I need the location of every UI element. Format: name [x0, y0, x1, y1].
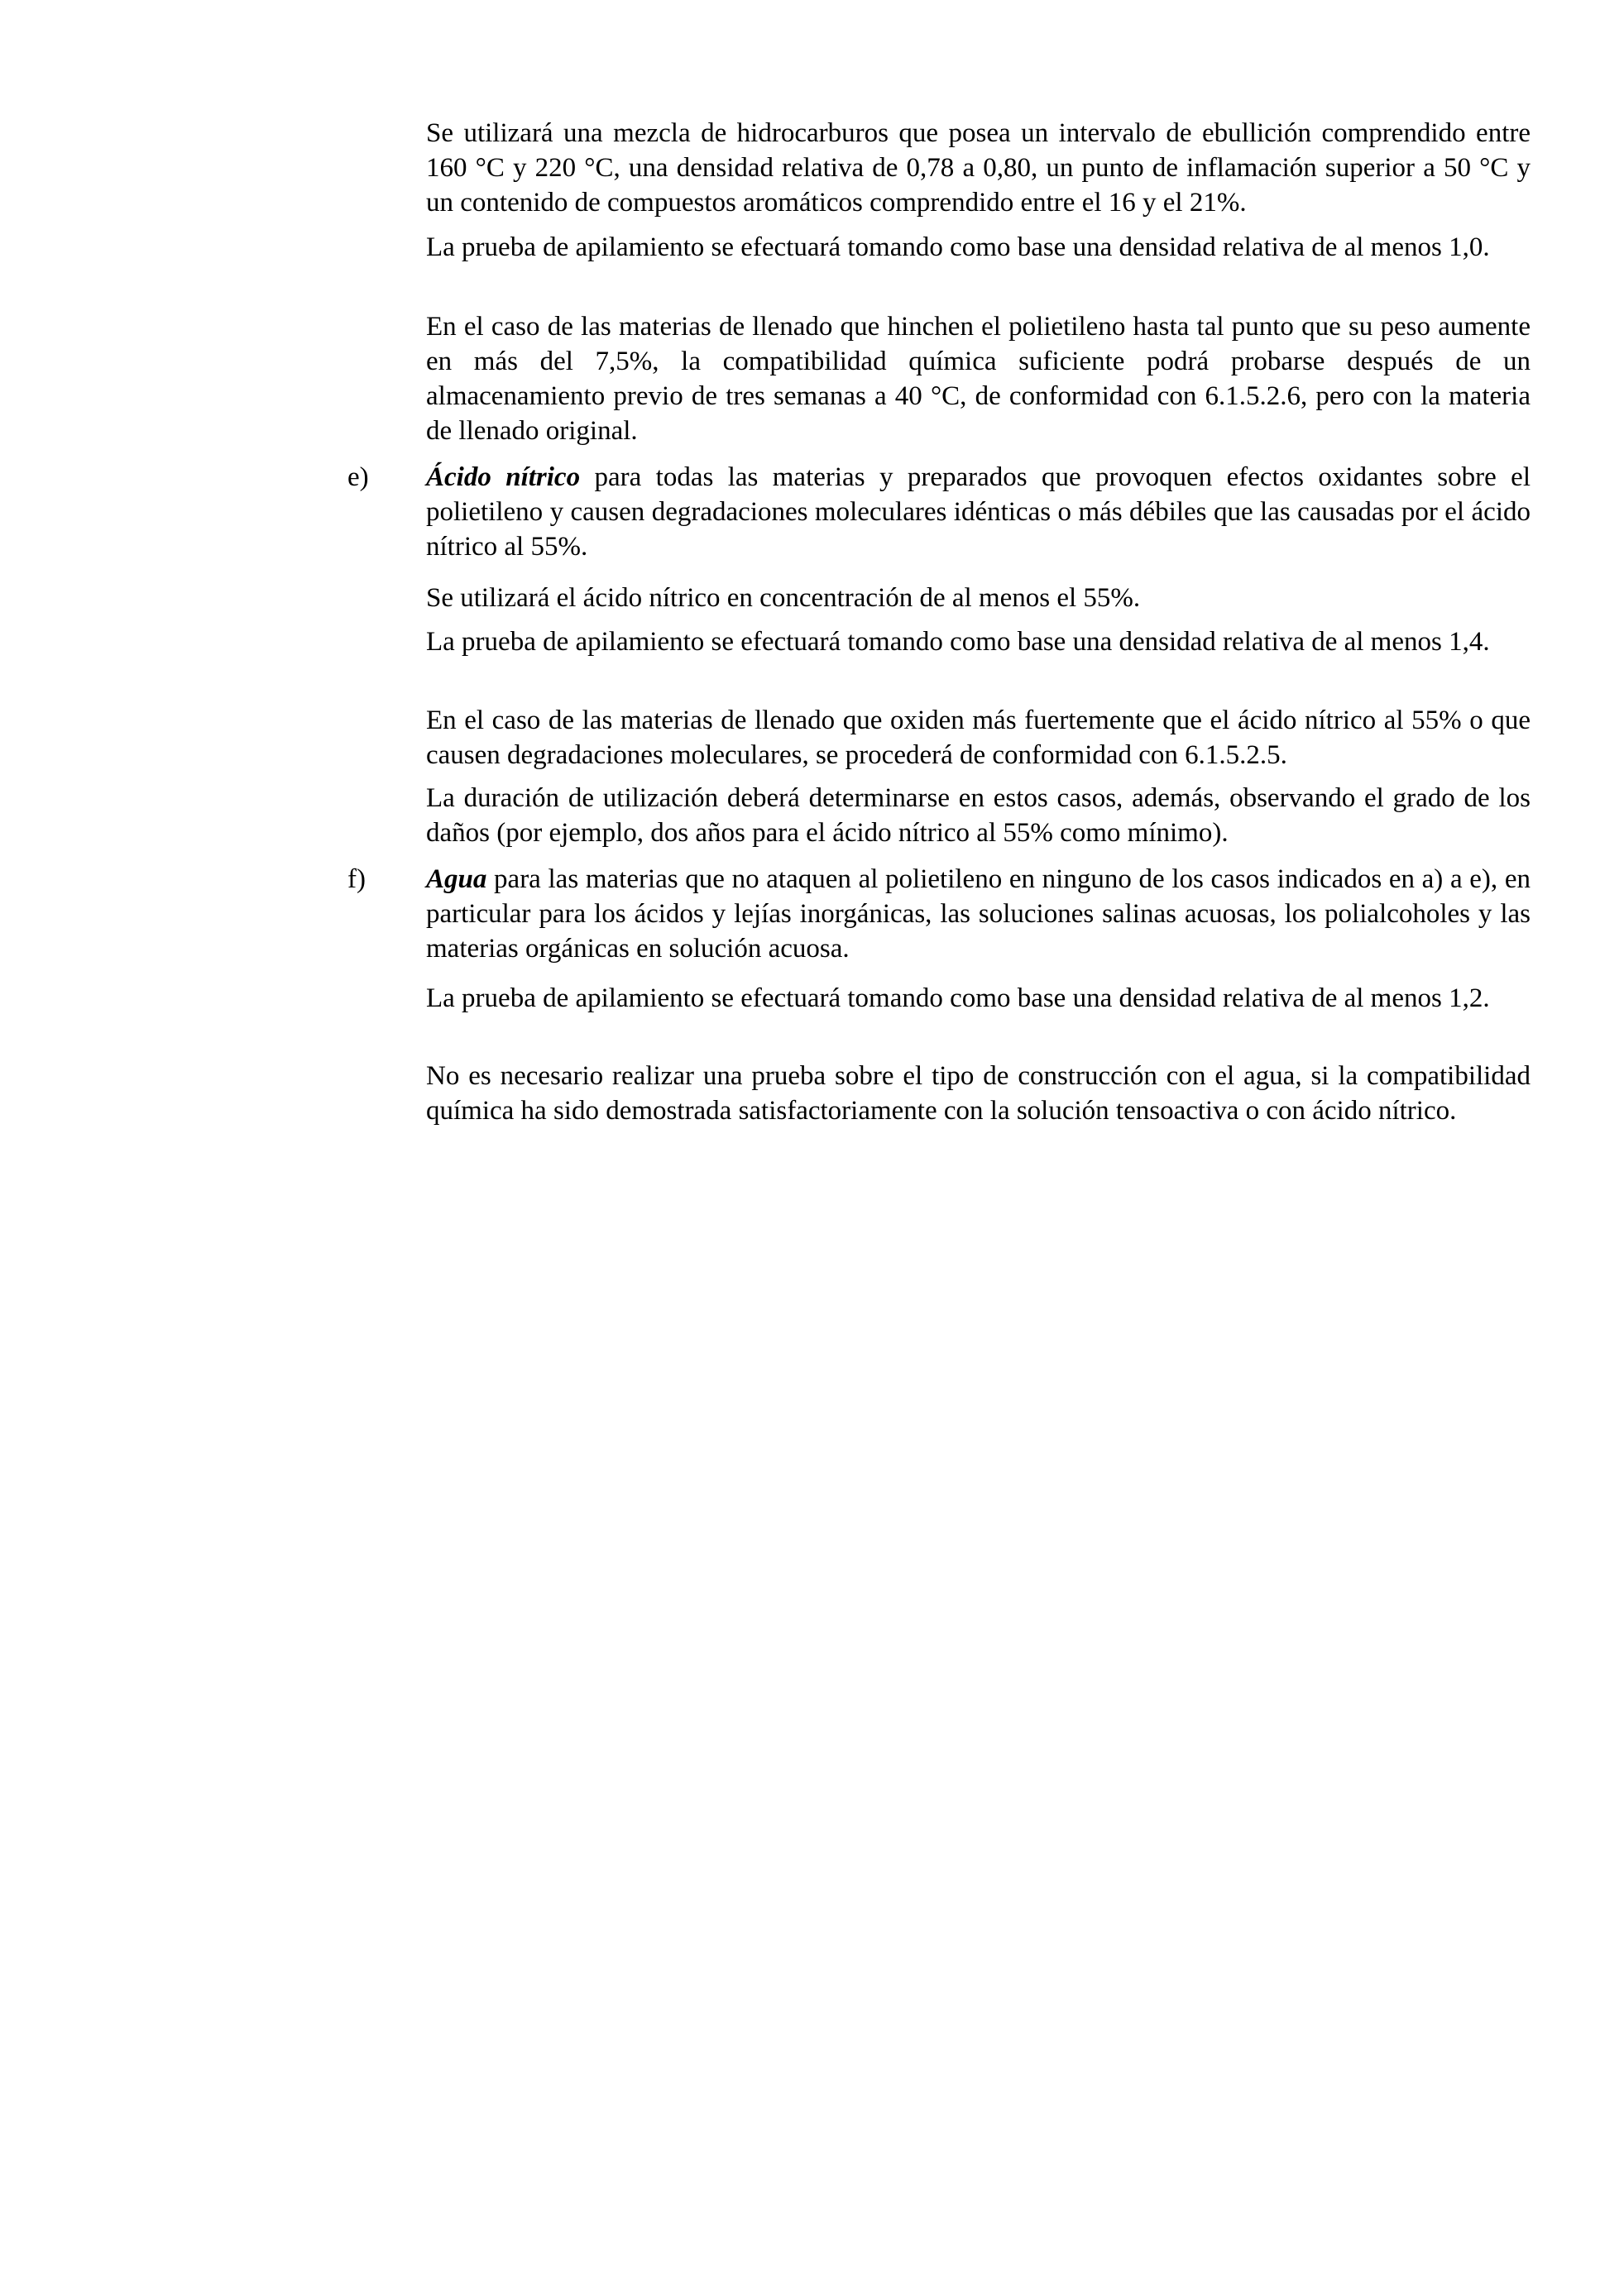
- item-e-letter: e): [347, 462, 369, 492]
- item-e-heading-paragraph: [426, 460, 1531, 564]
- item-f-heading-paragraph: [426, 862, 1531, 966]
- item-f-lead-text: para las materias que no ataquen al polietileno en ninguno de los casos indicados en a) a e), en particular para los ácidos y lejías inorgánicas, las soluciones salinas acuosas, los polialcoholes y las materias orgánicas en solución acuosa.: [426, 864, 1531, 964]
- item-f-paragraph-stacking-test: La prueba de apilamiento se efectuará tomando como base una densidad relativa de al menos 1,2.: [426, 983, 1490, 1013]
- intro-paragraph-hydrocarbon-mixture: Se utilizará una mezcla de hidrocarburos que posea un intervalo de ebullición comprendido entre 160 °C y 220 °C, una densidad relativa de 0,78 a 0,80, un punto de inflamación superior a 50 °C y un contenido de compuestos aromáticos comprendido entre el 16 y el 21%.: [426, 118, 1531, 218]
- item-f-letter: f): [347, 864, 366, 894]
- item-e-paragraph-concentration: Se utilizará el ácido nítrico en concentración de al menos el 55%.: [426, 583, 1141, 613]
- intro-paragraph-stacking-test: La prueba de apilamiento se efectuará tomando como base una densidad relativa de al menos 1,0.: [426, 232, 1490, 262]
- item-e-paragraph-oxidizing-materials: En el caso de las materias de llenado que oxiden más fuertemente que el ácido nítrico al 55% o que causen degradaciones moleculares, se procederá de conformidad con 6.1.5.2.5.: [426, 706, 1531, 770]
- item-f-lead-term: Agua: [426, 864, 487, 894]
- intro-paragraph-swelling-materials: En el caso de las materias de llenado que hinchen el polietileno hasta tal punto que su peso aumente en más del 7,5%, la compatibilidad química suficiente podrá probarse después de un almacenamiento previo de tres semanas a 40 °C, de conformidad con 6.1.5.2.6, pero con la materia de llenado original.: [426, 312, 1531, 446]
- item-e-lead-term: Ácido nítrico: [426, 462, 581, 492]
- item-e-paragraph-duration: La duración de utilización deberá determinarse en estos casos, además, observando el grado de los daños (por ejemplo, dos años para el ácido nítrico al 55% como mínimo).: [426, 783, 1531, 848]
- item-e-lead-text: para todas las materias y preparados que provoquen efectos oxidantes sobre el polietileno y causen degradaciones moleculares idénticas o más débiles que las causadas por el ácido nítrico al 55%.: [426, 462, 1531, 562]
- item-e-paragraph-stacking-test: La prueba de apilamiento se efectuará tomando como base una densidad relativa de al menos 1,4.: [426, 627, 1490, 657]
- item-f-paragraph-water-test: No es necesario realizar una prueba sobre el tipo de construcción con el agua, si la compatibilidad química ha sido demostrada satisfactoriamente con la solución tensoactiva o con ácido nítrico.: [426, 1061, 1531, 1126]
